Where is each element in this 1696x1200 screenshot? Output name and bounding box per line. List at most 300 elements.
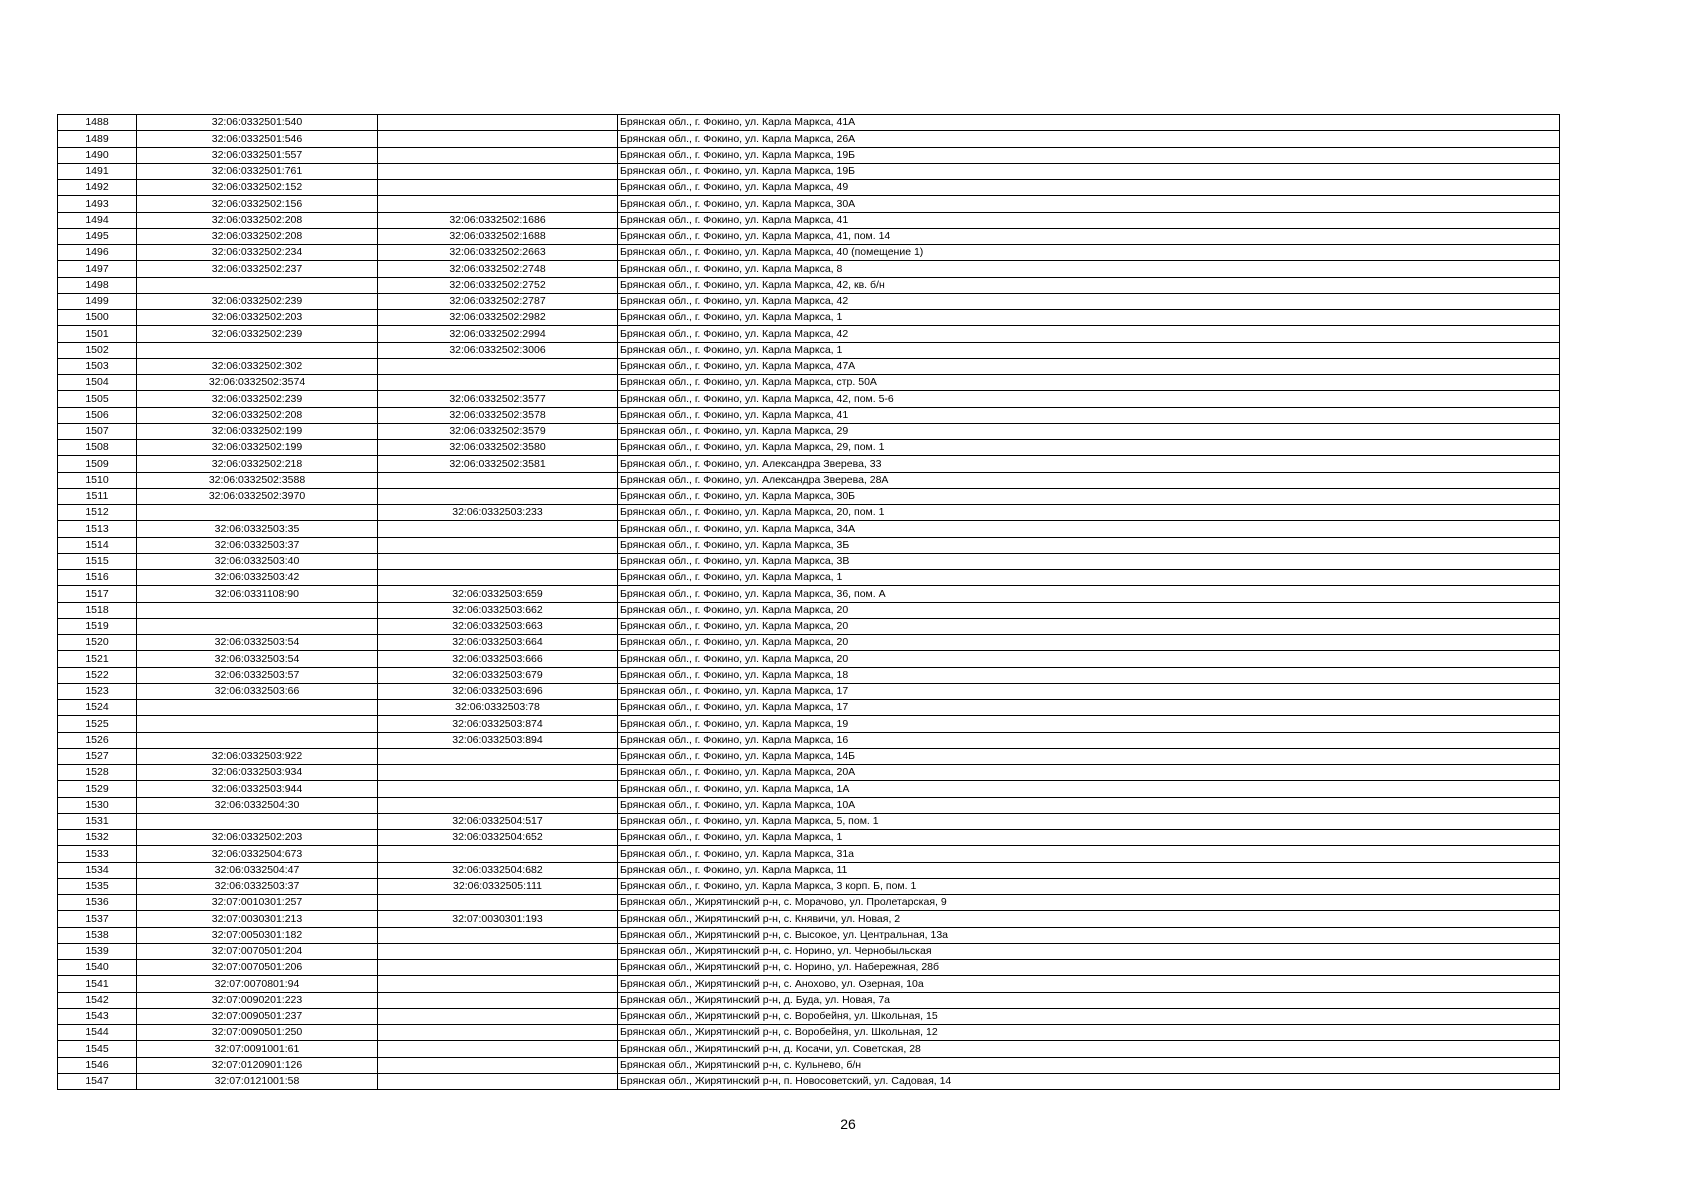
object-cadastral-number-cell	[378, 147, 618, 163]
object-cadastral-number-cell: 32:06:0332502:3006	[378, 342, 618, 358]
address-cell: Брянская обл., г. Фокино, ул. Карла Маркса, стр. 50А	[618, 375, 1560, 391]
row-number-cell: 1540	[58, 960, 137, 976]
table-row	[58, 115, 1560, 131]
table-row	[58, 505, 1560, 521]
address-cell: Брянская обл., г. Фокино, ул. Карла Маркса, 49	[618, 180, 1560, 196]
address-cell: Брянская обл., г. Фокино, ул. Карла Маркса, 29	[618, 423, 1560, 439]
row-number-cell: 1520	[58, 635, 137, 651]
table-row	[58, 1057, 1560, 1073]
table-row	[58, 830, 1560, 846]
object-cadastral-number-cell	[378, 765, 618, 781]
table-row	[58, 423, 1560, 439]
land-cadastral-number-cell: 32:06:0332502:239	[137, 293, 378, 309]
row-number-cell: 1492	[58, 180, 137, 196]
land-cadastral-number-cell: 32:06:0332503:37	[137, 537, 378, 553]
land-cadastral-number-cell: 32:07:0010301:257	[137, 895, 378, 911]
row-number-cell: 1533	[58, 846, 137, 862]
object-cadastral-number-cell	[378, 1008, 618, 1024]
land-cadastral-number-cell: 32:07:0120901:126	[137, 1057, 378, 1073]
address-cell: Брянская обл., г. Фокино, ул. Карла Маркса, 30Б	[618, 488, 1560, 504]
address-cell: Брянская обл., Жирятинский р-н, с. Воробейня, ул. Школьная, 15	[618, 1008, 1560, 1024]
row-number-cell: 1530	[58, 797, 137, 813]
address-cell: Брянская обл., г. Фокино, ул. Александра Зверева, 33	[618, 456, 1560, 472]
row-number-cell: 1545	[58, 1041, 137, 1057]
table-row	[58, 131, 1560, 147]
land-cadastral-number-cell: 32:06:0332504:673	[137, 846, 378, 862]
land-cadastral-number-cell	[137, 505, 378, 521]
address-cell: Брянская обл., г. Фокино, ул. Карла Маркса, 42	[618, 293, 1560, 309]
land-cadastral-number-cell: 32:06:0331108:90	[137, 586, 378, 602]
object-cadastral-number-cell	[378, 488, 618, 504]
address-cell: Брянская обл., г. Фокино, ул. Карла Маркса, 31а	[618, 846, 1560, 862]
table-row	[58, 992, 1560, 1008]
row-number-cell: 1505	[58, 391, 137, 407]
address-cell: Брянская обл., г. Фокино, ул. Карла Маркса, 1	[618, 310, 1560, 326]
object-cadastral-number-cell	[378, 570, 618, 586]
address-cell: Брянская обл., г. Фокино, ул. Карла Маркса, 29, пом. 1	[618, 440, 1560, 456]
table-row	[58, 781, 1560, 797]
row-number-cell: 1490	[58, 147, 137, 163]
land-cadastral-number-cell: 32:07:0050301:182	[137, 927, 378, 943]
address-cell: Брянская обл., г. Фокино, ул. Карла Маркса, 20	[618, 618, 1560, 634]
row-number-cell: 1503	[58, 358, 137, 374]
row-number-cell: 1518	[58, 602, 137, 618]
object-cadastral-number-cell	[378, 537, 618, 553]
row-number-cell: 1517	[58, 586, 137, 602]
object-cadastral-number-cell	[378, 180, 618, 196]
object-cadastral-number-cell: 32:06:0332502:3578	[378, 407, 618, 423]
object-cadastral-number-cell	[378, 521, 618, 537]
object-cadastral-number-cell	[378, 553, 618, 569]
object-cadastral-number-cell	[378, 797, 618, 813]
address-cell: Брянская обл., г. Фокино, ул. Карла Маркса, 34А	[618, 521, 1560, 537]
address-cell: Брянская обл., г. Фокино, ул. Карла Маркса, 41А	[618, 115, 1560, 131]
object-cadastral-number-cell	[378, 115, 618, 131]
row-number-cell: 1536	[58, 895, 137, 911]
object-cadastral-number-cell	[378, 1041, 618, 1057]
object-cadastral-number-cell: 32:06:0332503:233	[378, 505, 618, 521]
object-cadastral-number-cell	[378, 927, 618, 943]
row-number-cell: 1501	[58, 326, 137, 342]
land-cadastral-number-cell: 32:06:0332502:199	[137, 423, 378, 439]
land-cadastral-number-cell: 32:06:0332503:35	[137, 521, 378, 537]
row-number-cell: 1535	[58, 878, 137, 894]
object-cadastral-number-cell	[378, 1073, 618, 1089]
object-cadastral-number-cell: 32:06:0332502:1688	[378, 228, 618, 244]
land-cadastral-number-cell: 32:06:0332502:208	[137, 407, 378, 423]
land-cadastral-number-cell: 32:06:0332501:557	[137, 147, 378, 163]
land-cadastral-number-cell: 32:06:0332502:302	[137, 358, 378, 374]
land-cadastral-number-cell: 32:06:0332502:199	[137, 440, 378, 456]
row-number-cell: 1525	[58, 716, 137, 732]
row-number-cell: 1529	[58, 781, 137, 797]
land-cadastral-number-cell: 32:06:0332502:237	[137, 261, 378, 277]
address-cell: Брянская обл., г. Фокино, ул. Карла Маркса, 3Б	[618, 537, 1560, 553]
row-number-cell: 1546	[58, 1057, 137, 1073]
row-number-cell: 1496	[58, 245, 137, 261]
land-cadastral-number-cell: 32:06:0332502:208	[137, 212, 378, 228]
table-row	[58, 895, 1560, 911]
object-cadastral-number-cell	[378, 960, 618, 976]
table-row	[58, 797, 1560, 813]
row-number-cell: 1502	[58, 342, 137, 358]
address-cell: Брянская обл., г. Фокино, ул. Карла Маркса, 3 корп. Б, пом. 1	[618, 878, 1560, 894]
table-row	[58, 1025, 1560, 1041]
object-cadastral-number-cell: 32:06:0332503:696	[378, 683, 618, 699]
object-cadastral-number-cell	[378, 1025, 618, 1041]
land-cadastral-number-cell: 32:07:0121001:58	[137, 1073, 378, 1089]
row-number-cell: 1497	[58, 261, 137, 277]
address-cell: Брянская обл., г. Фокино, ул. Карла Маркса, 20, пом. 1	[618, 505, 1560, 521]
object-cadastral-number-cell	[378, 895, 618, 911]
land-cadastral-number-cell: 32:06:0332502:152	[137, 180, 378, 196]
object-cadastral-number-cell	[378, 943, 618, 959]
row-number-cell: 1543	[58, 1008, 137, 1024]
land-cadastral-number-cell: 32:06:0332502:234	[137, 245, 378, 261]
land-cadastral-number-cell: 32:07:0070501:206	[137, 960, 378, 976]
row-number-cell: 1510	[58, 472, 137, 488]
object-cadastral-number-cell: 32:06:0332503:663	[378, 618, 618, 634]
object-cadastral-number-cell	[378, 131, 618, 147]
row-number-cell: 1537	[58, 911, 137, 927]
table-row	[58, 163, 1560, 179]
row-number-cell: 1488	[58, 115, 137, 131]
land-cadastral-number-cell: 32:06:0332504:47	[137, 862, 378, 878]
object-cadastral-number-cell	[378, 1057, 618, 1073]
address-cell: Брянская обл., Жирятинский р-н, д. Буда, ул. Новая, 7а	[618, 992, 1560, 1008]
land-cadastral-number-cell: 32:06:0332503:66	[137, 683, 378, 699]
table-row	[58, 326, 1560, 342]
row-number-cell: 1495	[58, 228, 137, 244]
land-cadastral-number-cell: 32:06:0332503:934	[137, 765, 378, 781]
land-cadastral-number-cell: 32:06:0332503:922	[137, 748, 378, 764]
land-cadastral-number-cell	[137, 813, 378, 829]
table-row	[58, 310, 1560, 326]
table-row	[58, 700, 1560, 716]
address-cell: Брянская обл., Жирятинский р-н, с. Анохово, ул. Озерная, 10а	[618, 976, 1560, 992]
object-cadastral-number-cell	[378, 196, 618, 212]
table-row	[58, 862, 1560, 878]
object-cadastral-number-cell: 32:06:0332502:3577	[378, 391, 618, 407]
object-cadastral-number-cell: 32:06:0332503:666	[378, 651, 618, 667]
address-cell: Брянская обл., Жирятинский р-н, д. Косачи, ул. Советская, 28	[618, 1041, 1560, 1057]
address-cell: Брянская обл., г. Фокино, ул. Карла Маркса, 41	[618, 212, 1560, 228]
address-cell: Брянская обл., г. Фокино, ул. Карла Маркса, 5, пом. 1	[618, 813, 1560, 829]
table-row	[58, 228, 1560, 244]
table-row	[58, 667, 1560, 683]
table-row	[58, 602, 1560, 618]
address-cell: Брянская обл., г. Фокино, ул. Карла Маркса, 40 (помещение 1)	[618, 245, 1560, 261]
land-cadastral-number-cell: 32:06:0332503:944	[137, 781, 378, 797]
object-cadastral-number-cell	[378, 472, 618, 488]
row-number-cell: 1519	[58, 618, 137, 634]
table-row	[58, 407, 1560, 423]
address-cell: Брянская обл., г. Фокино, ул. Карла Маркса, 14Б	[618, 748, 1560, 764]
object-cadastral-number-cell	[378, 358, 618, 374]
row-number-cell: 1527	[58, 748, 137, 764]
row-number-cell: 1524	[58, 700, 137, 716]
land-cadastral-number-cell: 32:06:0332503:40	[137, 553, 378, 569]
object-cadastral-number-cell: 32:06:0332502:3579	[378, 423, 618, 439]
row-number-cell: 1531	[58, 813, 137, 829]
row-number-cell: 1544	[58, 1025, 137, 1041]
address-cell: Брянская обл., г. Фокино, ул. Карла Маркса, 42	[618, 326, 1560, 342]
address-cell: Брянская обл., г. Фокино, ул. Карла Маркса, 30А	[618, 196, 1560, 212]
table-row	[58, 375, 1560, 391]
row-number-cell: 1547	[58, 1073, 137, 1089]
table-row	[58, 911, 1560, 927]
object-cadastral-number-cell: 32:06:0332503:78	[378, 700, 618, 716]
land-cadastral-number-cell: 32:06:0332502:156	[137, 196, 378, 212]
object-cadastral-number-cell: 32:07:0030301:193	[378, 911, 618, 927]
object-cadastral-number-cell	[378, 846, 618, 862]
row-number-cell: 1500	[58, 310, 137, 326]
address-cell: Брянская обл., г. Фокино, ул. Карла Маркса, 17	[618, 700, 1560, 716]
table-row	[58, 342, 1560, 358]
object-cadastral-number-cell: 32:06:0332502:2787	[378, 293, 618, 309]
address-cell: Брянская обл., г. Фокино, ул. Карла Маркса, 36, пом. А	[618, 586, 1560, 602]
land-cadastral-number-cell: 32:06:0332503:54	[137, 635, 378, 651]
land-cadastral-number-cell: 32:07:0090501:250	[137, 1025, 378, 1041]
address-cell: Брянская обл., г. Фокино, ул. Карла Маркса, 3В	[618, 553, 1560, 569]
address-cell: Брянская обл., г. Фокино, ул. Карла Маркса, 8	[618, 261, 1560, 277]
address-cell: Брянская обл., Жирятинский р-н, с. Воробейня, ул. Школьная, 12	[618, 1025, 1560, 1041]
address-cell: Брянская обл., г. Фокино, ул. Карла Маркса, 41	[618, 407, 1560, 423]
property-register-body	[58, 115, 1560, 1090]
object-cadastral-number-cell: 32:06:0332505:111	[378, 878, 618, 894]
land-cadastral-number-cell: 32:06:0332502:203	[137, 830, 378, 846]
row-number-cell: 1526	[58, 732, 137, 748]
table-row	[58, 553, 1560, 569]
object-cadastral-number-cell: 32:06:0332503:679	[378, 667, 618, 683]
row-number-cell: 1491	[58, 163, 137, 179]
land-cadastral-number-cell	[137, 700, 378, 716]
land-cadastral-number-cell: 32:07:0030301:213	[137, 911, 378, 927]
address-cell: Брянская обл., Жирятинский р-н, п. Новосоветский, ул. Садовая, 14	[618, 1073, 1560, 1089]
table-row	[58, 1073, 1560, 1089]
land-cadastral-number-cell	[137, 716, 378, 732]
address-cell: Брянская обл., Жирятинский р-н, с. Морачово, ул. Пролетарская, 9	[618, 895, 1560, 911]
table-row	[58, 943, 1560, 959]
land-cadastral-number-cell: 32:06:0332502:239	[137, 391, 378, 407]
land-cadastral-number-cell: 32:06:0332503:57	[137, 667, 378, 683]
row-number-cell: 1541	[58, 976, 137, 992]
table-row	[58, 261, 1560, 277]
table-row	[58, 651, 1560, 667]
address-cell: Брянская обл., Жирятинский р-н, с. Норино, ул. Чернобыльская	[618, 943, 1560, 959]
land-cadastral-number-cell: 32:07:0070501:204	[137, 943, 378, 959]
land-cadastral-number-cell	[137, 602, 378, 618]
table-row	[58, 765, 1560, 781]
address-cell: Брянская обл., г. Фокино, ул. Карла Маркса, 16	[618, 732, 1560, 748]
address-cell: Брянская обл., г. Фокино, ул. Карла Маркса, 1	[618, 830, 1560, 846]
table-row	[58, 391, 1560, 407]
address-cell: Брянская обл., г. Фокино, ул. Карла Маркса, 42, кв. б/н	[618, 277, 1560, 293]
table-row	[58, 277, 1560, 293]
table-row	[58, 180, 1560, 196]
object-cadastral-number-cell: 32:06:0332502:3581	[378, 456, 618, 472]
row-number-cell: 1532	[58, 830, 137, 846]
row-number-cell: 1506	[58, 407, 137, 423]
land-cadastral-number-cell: 32:06:0332503:37	[137, 878, 378, 894]
table-row	[58, 521, 1560, 537]
object-cadastral-number-cell: 32:06:0332504:652	[378, 830, 618, 846]
address-cell: Брянская обл., г. Фокино, ул. Карла Маркса, 20	[618, 651, 1560, 667]
land-cadastral-number-cell: 32:06:0332504:30	[137, 797, 378, 813]
row-number-cell: 1538	[58, 927, 137, 943]
land-cadastral-number-cell: 32:06:0332502:218	[137, 456, 378, 472]
address-cell: Брянская обл., г. Фокино, ул. Карла Маркса, 47А	[618, 358, 1560, 374]
address-cell: Брянская обл., Жирятинский р-н, с. Высокое, ул. Центральная, 13а	[618, 927, 1560, 943]
land-cadastral-number-cell: 32:07:0070801:94	[137, 976, 378, 992]
land-cadastral-number-cell: 32:07:0090201:223	[137, 992, 378, 1008]
table-row	[58, 358, 1560, 374]
object-cadastral-number-cell: 32:06:0332503:874	[378, 716, 618, 732]
object-cadastral-number-cell: 32:06:0332502:1686	[378, 212, 618, 228]
object-cadastral-number-cell: 32:06:0332502:2663	[378, 245, 618, 261]
table-row	[58, 976, 1560, 992]
row-number-cell: 1504	[58, 375, 137, 391]
object-cadastral-number-cell: 32:06:0332502:2994	[378, 326, 618, 342]
row-number-cell: 1528	[58, 765, 137, 781]
table-row	[58, 488, 1560, 504]
object-cadastral-number-cell: 32:06:0332503:659	[378, 586, 618, 602]
address-cell: Брянская обл., Жирятинский р-н, с. Норино, ул. Набережная, 28б	[618, 960, 1560, 976]
row-number-cell: 1523	[58, 683, 137, 699]
address-cell: Брянская обл., г. Фокино, ул. Карла Маркса, 42, пом. 5-6	[618, 391, 1560, 407]
table-row	[58, 472, 1560, 488]
table-row	[58, 683, 1560, 699]
table-row	[58, 1008, 1560, 1024]
table-row	[58, 293, 1560, 309]
row-number-cell: 1534	[58, 862, 137, 878]
row-number-cell: 1494	[58, 212, 137, 228]
row-number-cell: 1507	[58, 423, 137, 439]
table-row	[58, 732, 1560, 748]
table-row	[58, 570, 1560, 586]
table-row	[58, 846, 1560, 862]
address-cell: Брянская обл., г. Фокино, ул. Карла Маркса, 19Б	[618, 163, 1560, 179]
row-number-cell: 1521	[58, 651, 137, 667]
object-cadastral-number-cell	[378, 976, 618, 992]
address-cell: Брянская обл., г. Фокино, ул. Карла Маркса, 20	[618, 602, 1560, 618]
table-row	[58, 456, 1560, 472]
address-cell: Брянская обл., г. Фокино, ул. Карла Маркса, 1	[618, 342, 1560, 358]
land-cadastral-number-cell: 32:06:0332502:203	[137, 310, 378, 326]
row-number-cell: 1512	[58, 505, 137, 521]
table-row	[58, 440, 1560, 456]
address-cell: Брянская обл., Жирятинский р-н, с. Княвичи, ул. Новая, 2	[618, 911, 1560, 927]
land-cadastral-number-cell: 32:07:0090501:237	[137, 1008, 378, 1024]
page-number: 26	[840, 1116, 856, 1132]
table-row	[58, 878, 1560, 894]
table-row	[58, 716, 1560, 732]
table-row	[58, 586, 1560, 602]
property-register-table	[57, 114, 1560, 1090]
table-row	[58, 196, 1560, 212]
row-number-cell: 1514	[58, 537, 137, 553]
table-row	[58, 635, 1560, 651]
object-cadastral-number-cell	[378, 781, 618, 797]
land-cadastral-number-cell: 32:06:0332501:546	[137, 131, 378, 147]
row-number-cell: 1489	[58, 131, 137, 147]
row-number-cell: 1542	[58, 992, 137, 1008]
land-cadastral-number-cell: 32:07:0091001:61	[137, 1041, 378, 1057]
object-cadastral-number-cell: 32:06:0332502:2748	[378, 261, 618, 277]
row-number-cell: 1515	[58, 553, 137, 569]
object-cadastral-number-cell: 32:06:0332504:517	[378, 813, 618, 829]
object-cadastral-number-cell: 32:06:0332504:682	[378, 862, 618, 878]
land-cadastral-number-cell: 32:06:0332503:54	[137, 651, 378, 667]
address-cell: Брянская обл., г. Фокино, ул. Карла Маркса, 1	[618, 570, 1560, 586]
table-row	[58, 927, 1560, 943]
address-cell: Брянская обл., г. Фокино, ул. Карла Маркса, 19	[618, 716, 1560, 732]
land-cadastral-number-cell	[137, 732, 378, 748]
land-cadastral-number-cell: 32:06:0332503:42	[137, 570, 378, 586]
address-cell: Брянская обл., г. Фокино, ул. Александра Зверева, 28А	[618, 472, 1560, 488]
address-cell: Брянская обл., г. Фокино, ул. Карла Маркса, 17	[618, 683, 1560, 699]
row-number-cell: 1522	[58, 667, 137, 683]
row-number-cell: 1493	[58, 196, 137, 212]
object-cadastral-number-cell: 32:06:0332503:664	[378, 635, 618, 651]
address-cell: Брянская обл., г. Фокино, ул. Карла Маркса, 11	[618, 862, 1560, 878]
address-cell: Брянская обл., г. Фокино, ул. Карла Маркса, 1А	[618, 781, 1560, 797]
land-cadastral-number-cell	[137, 277, 378, 293]
address-cell: Брянская обл., г. Фокино, ул. Карла Маркса, 26А	[618, 131, 1560, 147]
land-cadastral-number-cell: 32:06:0332502:239	[137, 326, 378, 342]
land-cadastral-number-cell: 32:06:0332502:3588	[137, 472, 378, 488]
object-cadastral-number-cell: 32:06:0332503:894	[378, 732, 618, 748]
address-cell: Брянская обл., г. Фокино, ул. Карла Маркса, 18	[618, 667, 1560, 683]
address-cell: Брянская обл., г. Фокино, ул. Карла Маркса, 20А	[618, 765, 1560, 781]
object-cadastral-number-cell: 32:06:0332502:2982	[378, 310, 618, 326]
row-number-cell: 1498	[58, 277, 137, 293]
address-cell: Брянская обл., г. Фокино, ул. Карла Маркса, 19Б	[618, 147, 1560, 163]
land-cadastral-number-cell: 32:06:0332502:3970	[137, 488, 378, 504]
table-row	[58, 748, 1560, 764]
table-row	[58, 245, 1560, 261]
land-cadastral-number-cell: 32:06:0332501:540	[137, 115, 378, 131]
object-cadastral-number-cell	[378, 375, 618, 391]
table-row	[58, 1041, 1560, 1057]
table-row	[58, 960, 1560, 976]
table-row	[58, 147, 1560, 163]
object-cadastral-number-cell: 32:06:0332503:662	[378, 602, 618, 618]
object-cadastral-number-cell: 32:06:0332502:3580	[378, 440, 618, 456]
address-cell: Брянская обл., г. Фокино, ул. Карла Маркса, 10А	[618, 797, 1560, 813]
row-number-cell: 1499	[58, 293, 137, 309]
land-cadastral-number-cell: 32:06:0332502:3574	[137, 375, 378, 391]
row-number-cell: 1509	[58, 456, 137, 472]
address-cell: Брянская обл., г. Фокино, ул. Карла Маркса, 41, пом. 14	[618, 228, 1560, 244]
address-cell: Брянская обл., Жирятинский р-н, с. Кульнево, б/н	[618, 1057, 1560, 1073]
row-number-cell: 1539	[58, 943, 137, 959]
object-cadastral-number-cell	[378, 163, 618, 179]
address-cell: Брянская обл., г. Фокино, ул. Карла Маркса, 20	[618, 635, 1560, 651]
row-number-cell: 1511	[58, 488, 137, 504]
land-cadastral-number-cell: 32:06:0332502:208	[137, 228, 378, 244]
table-row	[58, 813, 1560, 829]
land-cadastral-number-cell: 32:06:0332501:761	[137, 163, 378, 179]
land-cadastral-number-cell	[137, 618, 378, 634]
object-cadastral-number-cell: 32:06:0332502:2752	[378, 277, 618, 293]
table-row	[58, 537, 1560, 553]
table-row	[58, 212, 1560, 228]
table-row	[58, 618, 1560, 634]
row-number-cell: 1516	[58, 570, 137, 586]
row-number-cell: 1508	[58, 440, 137, 456]
object-cadastral-number-cell	[378, 992, 618, 1008]
